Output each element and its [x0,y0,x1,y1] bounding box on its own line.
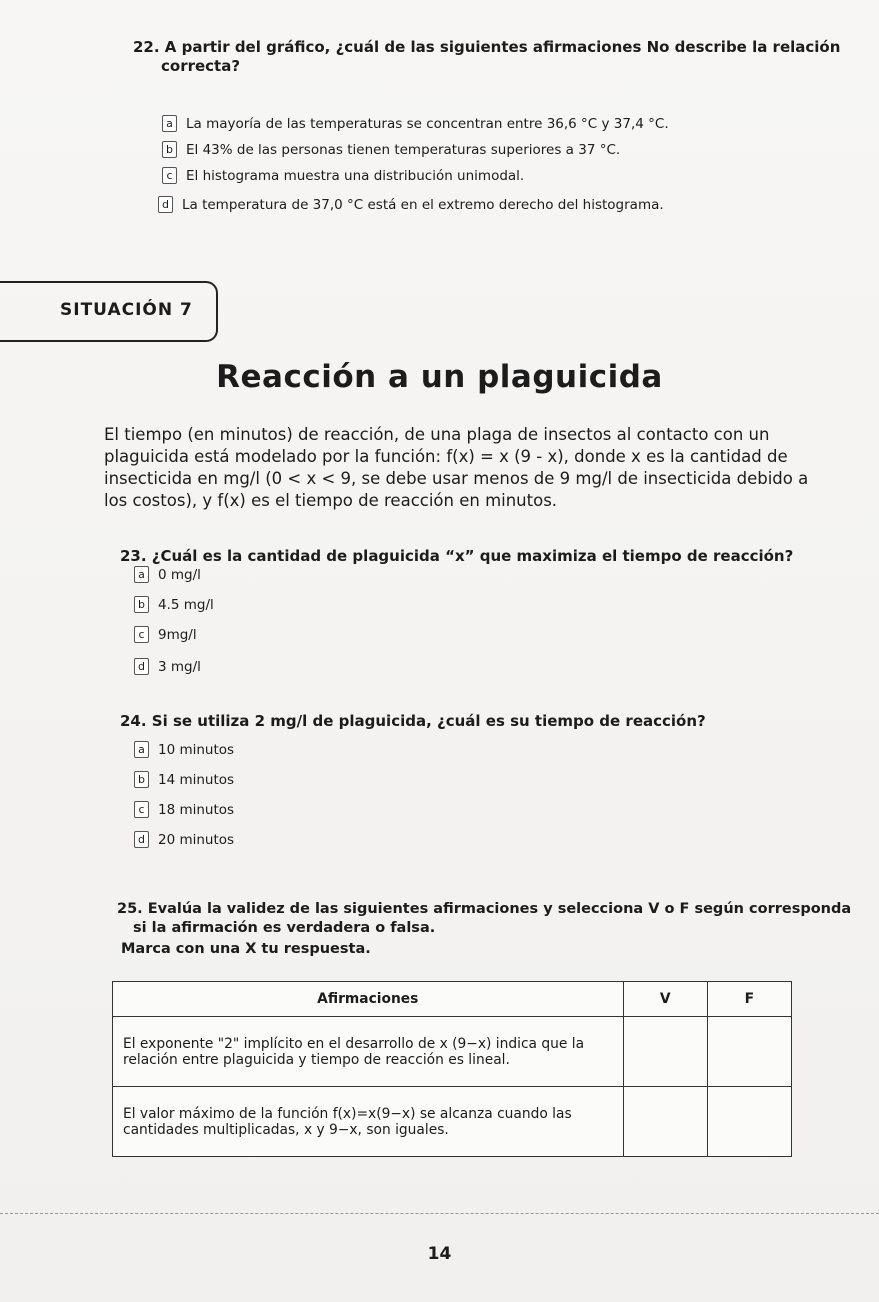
option-text: La mayoría de las temperaturas se concentran entre 36,6 °C y 37,4 °C. [186,115,669,132]
q24-option-a[interactable] [134,741,234,758]
option-letter: a [134,566,149,583]
header-v: V [623,982,707,1017]
q24-option-d[interactable] [134,831,234,848]
question-23-title: 23. ¿Cuál es la cantidad de plaguicida “x” que maximiza el tiempo de reacción? [120,547,794,565]
option-text: 10 minutos [158,741,235,758]
q22-option-b[interactable] [162,141,620,158]
table-row [113,1017,792,1087]
answer-f-cell-2[interactable] [707,1087,791,1157]
option-text: 14 minutos [158,771,235,788]
q23-option-a[interactable] [134,566,201,583]
option-letter: c [134,626,149,643]
question-25-title [117,900,857,938]
true-false-table [112,981,792,1157]
question-24-title: 24. Si se utiliza 2 mg/l de plaguicida, ¿cuál es su tiempo de reacción? [120,712,706,730]
option-letter: b [134,771,149,788]
option-text: El 43% de las personas tienen temperaturas superiores a 37 °C. [186,141,621,158]
page-divider [0,1213,879,1214]
q22-option-c[interactable] [162,167,524,184]
question-22-title-line2: correcta? [161,57,241,75]
option-text: 18 minutos [158,801,235,818]
answer-f-cell-1[interactable] [707,1017,791,1087]
situation-paragraph: El tiempo (en minutos) de reacción, de una plaga de insectos al contacto con un plaguicida está modelado por la función: f(x) = x (9 - x), donde x es la cantidad de insecticida en mg/l (0 < x < 9, se debe usar menos de 9 mg/l de insecticida debido a los costos), y f(x) es el tiempo de reacción en minutos. [104,425,809,510]
question-25-title-line2: si la afirmación es verdadera o falsa. [133,920,436,936]
statement-2: El valor máximo de la función f(x)=x(9−x) se alcanza cuando las cantidades multiplicadas, x y 9−x, son iguales. [113,1087,624,1157]
answer-v-cell-2[interactable] [623,1087,707,1157]
option-text: El histograma muestra una distribución unimodal. [186,167,525,184]
option-letter: c [134,801,149,818]
table-row [113,1087,792,1157]
q24-option-c[interactable] [134,801,234,818]
option-letter: c [162,167,177,184]
question-25-title-line1: 25. Evalúa la validez de las siguientes afirmaciones y selecciona V o F según corresponda [117,901,852,917]
q22-option-a[interactable] [162,115,669,132]
option-letter: b [134,596,149,613]
question-22-title [133,38,853,76]
option-letter: d [158,196,173,213]
situation-title: Reacción a un plaguicida [216,359,663,395]
page-number: 14 [427,1244,452,1264]
option-text: 4.5 mg/l [158,596,214,613]
header-afirmaciones: Afirmaciones [113,982,624,1017]
option-letter: d [134,658,149,675]
answer-v-cell-1[interactable] [623,1017,707,1087]
option-letter: a [162,115,177,132]
option-text: La temperatura de 37,0 °C está en el extremo derecho del histograma. [182,196,664,213]
option-letter: b [162,141,177,158]
option-letter: a [134,741,149,758]
situation-label: SITUACIÓN 7 [60,300,193,320]
table-header-row [113,982,792,1017]
question-22-title-line1: 22. A partir del gráfico, ¿cuál de las siguientes afirmaciones No describe la relación [133,38,841,56]
q23-option-c[interactable] [134,626,197,643]
question-25-instruction: Marca con una X tu respuesta. [121,941,371,957]
option-text: 0 mg/l [158,566,201,583]
option-text: 20 minutos [158,831,235,848]
q22-option-d[interactable] [158,196,664,213]
q23-option-d[interactable] [134,658,201,675]
statement-1: El exponente "2" implícito en el desarrollo de x (9−x) indica que la relación entre plaguicida y tiempo de reacción es lineal. [113,1017,624,1087]
option-text: 9mg/l [158,626,197,643]
q24-option-b[interactable] [134,771,234,788]
header-f: F [707,982,791,1017]
option-letter: d [134,831,149,848]
q23-option-b[interactable] [134,596,214,613]
option-text: 3 mg/l [158,658,201,675]
